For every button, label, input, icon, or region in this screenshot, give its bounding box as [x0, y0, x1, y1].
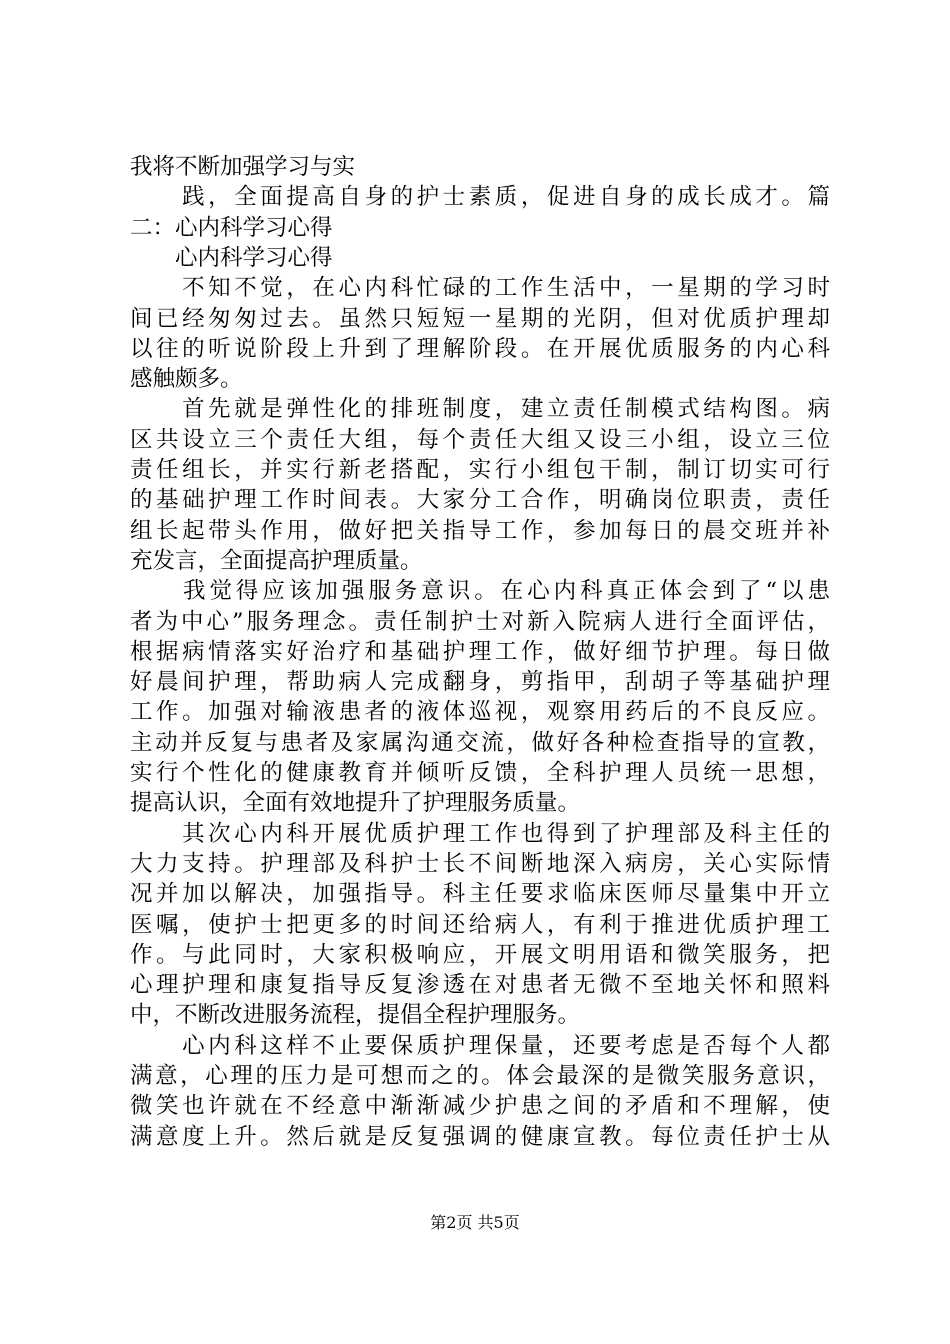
text-line: 其次心内科开展优质护理工作也得到了护理部及科主任的	[130, 820, 830, 847]
text-line: 心内科学习心得	[130, 244, 333, 271]
text-line: 主动并反复与患者及家属沟通交流，做好各种检查指导的宣教，	[130, 729, 830, 756]
text-line: 心理护理和康复指导反复渗透在对患者无微不至地关怀和照料	[130, 972, 830, 999]
text-line: 满意度上升。然后就是反复强调的健康宣教。每位责任护士从	[130, 1123, 830, 1150]
text-line: 的基础护理工作时间表。大家分工合作，明确岗位职责，责任	[130, 487, 830, 514]
text-line: 工作。加强对输液患者的液体巡视，观察用药后的不良反应。	[130, 699, 830, 726]
text-line: 以往的听说阶段上升到了理解阶段。在开展优质服务的内心科	[130, 335, 830, 362]
text-line: 责任组长，并实行新老搭配，实行小组包干制，制订切实可行	[130, 457, 830, 483]
text-line: 作。与此同时，大家积极响应，开展文明用语和微笑服务，把	[130, 941, 830, 968]
text-line: 充发言，全面提高护理质量。	[130, 547, 423, 574]
text-line: 者为中心”服务理念。责任制护士对新入院病人进行全面评估，	[130, 608, 830, 635]
text-line: 况并加以解决，加强指导。科主任要求临床医师尽量集中开立	[130, 881, 830, 908]
text-line: 好晨间护理，帮助病人完成翻身，剪指甲，刮胡子等基础护理	[130, 669, 830, 696]
text-line: 提高认识，全面有效地提升了护理服务质量。	[130, 790, 581, 817]
text-line: 感触颇多。	[130, 366, 243, 393]
text-line: 践，全面提高自身的护士素质，促进自身的成长成才。篇	[130, 184, 830, 211]
text-line: 医嘱，使护士把更多的时间还给病人，有利于推进优质护理工	[130, 911, 830, 938]
text-line: 心内科这样不止要保质护理保量，还要考虑是否每个人都	[130, 1032, 830, 1059]
page-footer: 第2页 共5页	[430, 1213, 520, 1232]
text-line: 满意，心理的压力是可想而之的。体会最深的是微笑服务意识，	[130, 1063, 830, 1089]
text-line: 大力支持。护理部及科护士长不间断地深入病房，关心实际情	[130, 850, 830, 877]
text-line: 间已经匆匆过去。虽然只短短一星期的光阴，但对优质护理却	[130, 305, 830, 332]
text-line: 根据病情落实好治疗和基础护理工作，做好细节护理。每日做	[130, 638, 830, 665]
text-line: 中，不断改进服务流程，提倡全程护理服务。	[130, 1002, 581, 1029]
text-line: 不知不觉，在心内科忙碌的工作生活中，一星期的学习时	[130, 275, 830, 302]
text-line: 实行个性化的健康教育并倾听反馈，全科护理人员统一思想，	[130, 760, 830, 786]
text-line: 我觉得应该加强服务意识。在心内科真正体会到了“以患	[130, 578, 830, 605]
text-line: 我将不断加强学习与实	[130, 154, 356, 180]
text-line: 微笑也许就在不经意中渐渐减少护患之间的矛盾和不理解，使	[130, 1093, 830, 1120]
text-line: 二：心内科学习心得	[130, 214, 333, 241]
text-line: 区共设立三个责任大组，每个责任大组又设三小组，设立三位	[130, 426, 830, 453]
text-line: 首先就是弹性化的排班制度，建立责任制模式结构图。病	[130, 396, 830, 423]
text-line: 组长起带头作用，做好把关指导工作，参加每日的晨交班并补	[130, 517, 830, 544]
